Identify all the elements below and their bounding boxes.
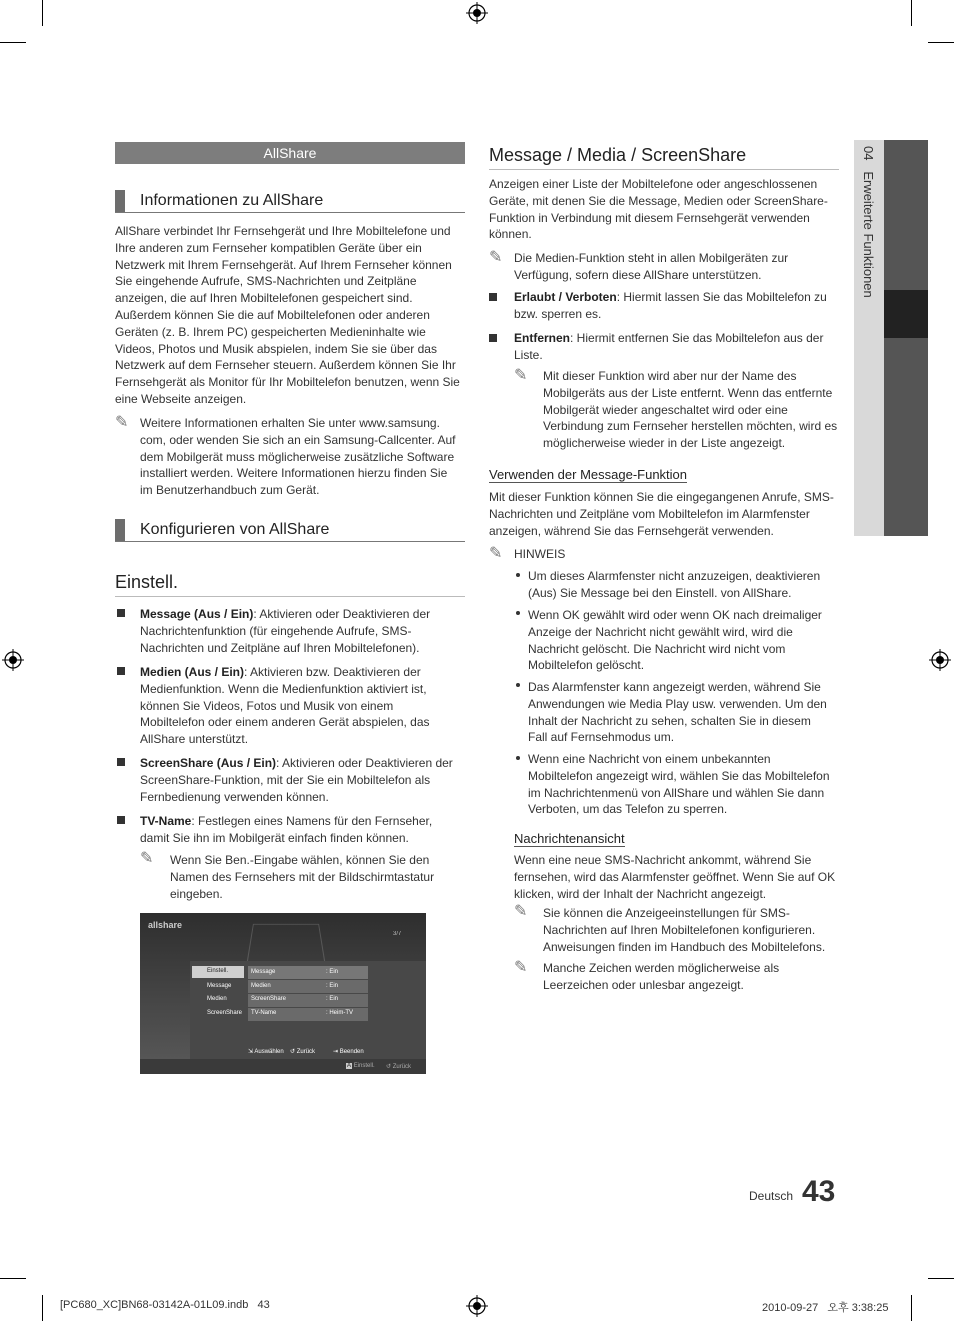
note-pencil-icon: ✎ xyxy=(514,959,528,976)
message-view-text: Wenn eine neue SMS-Nachricht ankommt, während Sie fernsehen, wird das Alarmfenster geöffnet. Wenn Sie auf OK klicken, wird der Inhalt der Nachricht angezeigt. xyxy=(514,853,836,901)
note-pencil-icon: ✎ xyxy=(514,903,528,920)
tvname-note: Wenn Sie Ben.-Eingabe wählen, können Sie den Namen des Fernsehers mit der Bildschirmtastatur eingeben. xyxy=(170,853,435,901)
message-view-subheading: Nachrichtenansicht xyxy=(514,831,625,846)
item-message: Message (Aus / Ein): Aktivieren oder Deaktivieren der Nachrichtenfunktion (für eingehende Aufrufe, SMS-Nachrichten und Zeitpläne auf Ihren Mobiltelefonen). xyxy=(140,607,431,655)
hinweis-bullet-4: Wenn eine Nachricht von einem unbekannten Mobiltelefon angezeigt wird, wählen Sie das Mobiltelefon im Nachrichtenmenü von AllShare und wählen Sie dann Verboten, um das Telefon zu sperren. xyxy=(528,752,830,817)
row-message-value: : Ein xyxy=(326,969,339,975)
right-note3: Sie können die Anzeigeeinstellungen für SMS-Nachrichten auf Ihren Mobiltelefonen konfigurieren. Anweisungen finden im Handbuch des Mobiltelefons. xyxy=(543,906,826,954)
print-date-info: 2010-09-27 오후 3:38:25 xyxy=(762,1302,889,1314)
right-note4: Manche Zeichen werden möglicherweise als Leerzeichen oder unlesbar angezeigt. xyxy=(543,961,780,992)
hinweis-bullet-3: Das Alarmfenster kann angezeigt werden, während Sie Anwendungen wie Media Play usw. verwenden. Um den Inhalt der Nachricht zu sehen, schalten Sie in diesem Fall auf Fernsehmodus um. xyxy=(528,680,827,745)
hinweis-bullet-2: Wenn OK gewählt wird oder wenn OK nach dreimaliger Anzeige der Nachricht nicht gewählt wird, wird die Nachricht gelöscht. Die Nachricht wird nicht vom Mobiltelefon gelöscht. xyxy=(528,608,822,673)
note-pencil-icon: ✎ xyxy=(489,545,503,562)
row-tvname-value: : Heim-TV xyxy=(326,1010,353,1016)
page-indicator: 3/7 xyxy=(393,931,402,937)
row-screenshare-label[interactable]: ScreenShare xyxy=(251,996,287,1002)
note-pencil-icon: ✎ xyxy=(489,249,503,266)
info-heading: Informationen zu AllShare xyxy=(115,190,465,213)
menu-item-medien[interactable]: Medien xyxy=(207,996,227,1002)
message-function-subheading: Verwenden der Message-Funktion xyxy=(489,467,688,482)
bottom-back[interactable]: ↺ Zurück xyxy=(386,1064,412,1070)
item-erlaubt: Erlaubt / Verboten: Hiermit lassen Sie das Mobiltelefon zu bzw. sperren es. xyxy=(514,290,827,321)
bullet-square xyxy=(117,816,125,824)
einstell-heading: Einstell. xyxy=(115,572,465,597)
bullet-dot xyxy=(516,611,520,615)
row-medien-value: : Ein xyxy=(326,983,339,989)
item-medien: Medien (Aus / Ein): Aktivieren bzw. Deaktivieren der Medienfunktion. Wenn die Medienfunktion aktiviert ist, können Sie Videos, Fotos und Musik von einem Mobiltelefon oder einem anderen Gerät abspielen, das AllShare unterstützt. xyxy=(140,665,430,747)
bullet-square xyxy=(117,609,125,617)
chapter-label: 04 Erweiterte Funktionen xyxy=(861,146,876,298)
bottom-einstell[interactable]: A Einstell. xyxy=(347,1063,375,1069)
registration-mark-top xyxy=(466,2,488,24)
bullet-square xyxy=(489,334,497,342)
info-note: Weitere Informationen erhalten Sie unter www.samsung. com, oder wenden Sie sich an ein Samsung-Callcenter. Auf dem Mobilgerät muss möglicherweise zusätzliche Software installiert werden. Weitere Informationen hierzu finden Sie im Benutzerhandbuch zum Gerät. xyxy=(140,416,456,498)
item-tvname: TV-Name: Festlegen eines Namens für den Fernseher, damit Sie ihn im Mobilgerät einfach finden können. xyxy=(140,814,433,845)
footer-exit[interactable]: ⇥ Beenden xyxy=(333,1049,364,1055)
page-number: 43 xyxy=(802,1175,836,1208)
bullet-square xyxy=(489,293,497,301)
footer-back[interactable]: ↺ Zurück xyxy=(290,1049,316,1055)
row-screenshare-value: : Ein xyxy=(326,996,339,1002)
allshare-title-bar: AllShare xyxy=(115,142,465,164)
hinweis-label: HINWEIS xyxy=(514,547,566,561)
footer-select[interactable]: ⇲ Auswählen xyxy=(248,1049,284,1055)
chapter-tab-marker xyxy=(884,290,928,338)
registration-mark-right xyxy=(929,649,951,671)
chapter-tab-dark xyxy=(884,140,928,536)
row-message-label[interactable]: Message xyxy=(251,969,276,975)
bullet-dot xyxy=(516,573,520,577)
allshare-logo: allshare xyxy=(148,920,183,930)
registration-mark-bottom xyxy=(466,1295,488,1317)
note-pencil-icon: ✎ xyxy=(514,367,528,384)
item-screenshare: ScreenShare (Aus / Ein): Aktivieren oder Deaktivieren der ScreenShare-Funktion, mit der Sie ein Mobiltelefon als Fernbedienung verwenden können. xyxy=(140,756,453,804)
menu-item-message[interactable]: Message xyxy=(207,983,232,989)
allshare-screenshot: allshare 3/7 Einstell. Message Medien ScreenShare Message : Ein Medien : Ein ScreenShare : Ein TV-Name : Heim-TV ⇲ Auswählen ↺ Zurück ⇥ Beenden A Einstell. ↺ Zurück xyxy=(140,913,426,1074)
row-medien-label[interactable]: Medien xyxy=(251,983,271,989)
bullet-square xyxy=(117,667,125,675)
info-text: AllShare verbindet Ihr Fernsehgerät und Ihre Mobiltelefone und Ihre anderen zum Fernseher kompatiblen Geräte über ein Netzwerk mit Ihrem Fernsehgerät. Auf Ihrem Fernseher können Sie eingehende Aufrufe, SMS-Nachrichten und Zeitpläne anzeigen, die auf Ihren Mobiltelefonen gespeichert sind. Außerdem können Sie die auf Mobiltelefonen oder anderen Geräten (z. B. Ihrem PC) gespeicherten Medieninhalte wie Videos, Photos und Musik abspielen, indem Sie sie über das Netzwerk auf dem Fernseher steuern. Außerdem können Sie Ihr Fernsehgerät als Monitor für Ihr Mobiltelefon benutzen, wenn Sie eine Webseite anzeigen. xyxy=(115,224,460,406)
bullet-dot xyxy=(516,756,520,760)
right-note1: Die Medien-Funktion steht in allen Mobilgeräten zur Verfügung, sofern diese AllShare unterstützen. xyxy=(514,251,789,282)
message-media-heading: Message / Media / ScreenShare xyxy=(489,145,839,170)
right-note2: Mit dieser Funktion wird aber nur der Name des Mobilgeräts aus der Liste entfernt. Wenn das entfernte Mobilgerät wieder angeschaltet wird oder eine Verbindung zum Fernseher herstellen möchten, wird es möglicherweise wieder in der Liste angezeigt. xyxy=(543,369,838,451)
note-pencil-icon: ✎ xyxy=(140,850,154,867)
print-file-info: [PC680_XC]BN68-03142A-01L09.indb 43 xyxy=(60,1299,270,1311)
row-tvname-label[interactable]: TV-Name xyxy=(251,1010,277,1016)
menu-item-screenshare[interactable]: ScreenShare xyxy=(207,1010,243,1016)
note-pencil-icon: ✎ xyxy=(115,414,129,431)
bullet-square xyxy=(117,758,125,766)
message-function-text: Mit dieser Funktion können Sie die eingegangenen Anrufe, SMS-Nachrichten und Zeitpläne vom Mobiltelefon im Alarmfenster anzeigen, während Sie das Fernsehgerät verwenden. xyxy=(489,490,834,538)
config-heading: Konfigurieren von AllShare xyxy=(115,519,465,542)
hinweis-bullet-1: Um dieses Alarmfenster nicht anzuzeigen, deaktivieren (Aus) Sie Message bei den Einstell. von AllShare. xyxy=(528,569,821,600)
footer-language: Deutsch xyxy=(749,1189,794,1203)
registration-mark-left xyxy=(2,649,24,671)
bullet-dot xyxy=(516,683,520,687)
right-intro: Anzeigen einer Liste der Mobiltelefone oder angeschlossenen Geräte, mit denen Sie die Message, Medien oder ScreenShare-Funktion in Verbindung mit diesem Fernsehgerät verwenden können. xyxy=(489,177,828,242)
item-entfernen: Entfernen: Hiermit entfernen Sie das Mobiltelefon aus der Liste. xyxy=(514,331,824,362)
